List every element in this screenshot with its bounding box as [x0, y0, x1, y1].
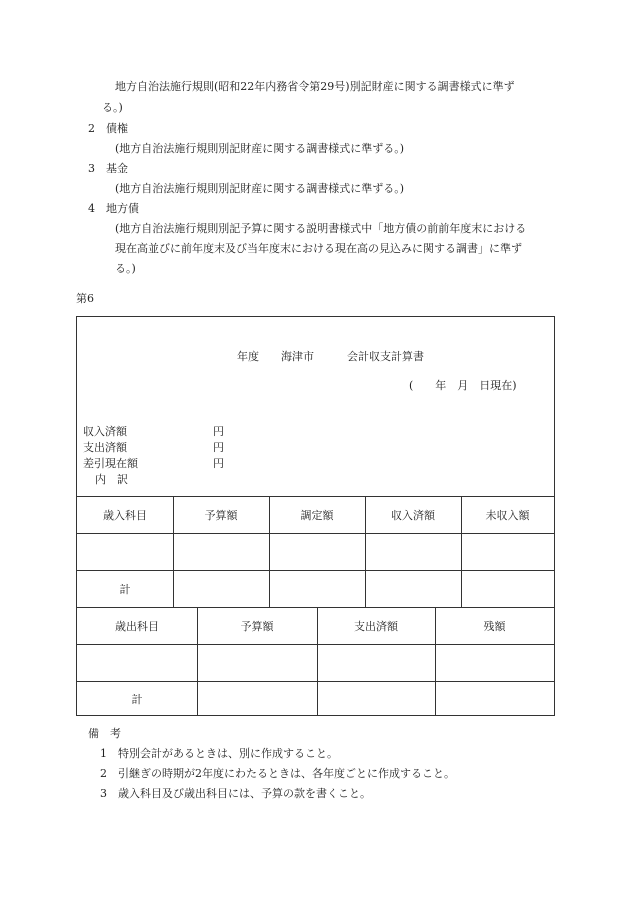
summary-balance-label: 差引現在額 [83, 457, 138, 470]
item-3-text: (地方自治法施行規則別記財産に関する調書様式に準ずる。) [115, 182, 405, 195]
item-3-number: 3 [88, 162, 95, 175]
expense-header-subject: 歳出科目 [115, 620, 159, 633]
summary-paid-unit: 円 [213, 441, 224, 454]
summary-received-unit: 円 [213, 425, 224, 438]
form-date: ( 年 月 日現在) [409, 379, 517, 392]
note-2-text: 引継ぎの時期が2年度にわたるときは、各年度ごとに作成すること。 [118, 767, 455, 780]
revenue-header-subject: 歳入科目 [103, 509, 147, 522]
notes-heading: 備 考 [88, 727, 121, 740]
note-1-text: 特別会計があるときは、別に作成すること。 [118, 747, 338, 760]
item-4-text-1: (地方自治法施行規則別記予算に関する説明書様式中「地方債の前前年度末における [115, 222, 527, 235]
item-4-title: 地方債 [106, 202, 139, 215]
form-title: 年度 海津市 会計収支計算書 [237, 350, 424, 363]
summary-balance-unit: 円 [213, 457, 224, 470]
note-2-number: 2 [100, 767, 107, 780]
expense-header-paid: 支出済額 [354, 620, 398, 633]
item-2-text: (地方自治法施行規則別記財産に関する調書様式に準ずる。) [115, 142, 405, 155]
item-3-title: 基金 [106, 162, 128, 175]
revenue-total-label: 計 [119, 583, 131, 596]
item-4-text-3: る。) [115, 262, 136, 275]
summary-received-label: 収入済額 [83, 425, 127, 438]
note-3-number: 3 [100, 787, 107, 800]
expense-header-remaining: 残額 [483, 620, 506, 633]
expense-total-label: 計 [131, 693, 143, 706]
note-3-text: 歳入科目及び歳出科目には、予算の款を書くこと。 [118, 787, 371, 800]
revenue-header-budget: 予算額 [204, 509, 238, 522]
revenue-header-received: 収入済額 [391, 509, 435, 522]
intro-line-1: 地方自治法施行規則(昭和22年内務省令第29号)別記財産に関する調書様式に準ず [115, 80, 515, 93]
revenue-header-uncollected: 未収入額 [485, 509, 530, 522]
section-label: 第6 [76, 292, 94, 305]
note-1-number: 1 [100, 747, 107, 760]
breakdown-label: 内 訳 [95, 473, 128, 486]
statement-form [76, 316, 555, 716]
item-2-number: 2 [88, 122, 95, 135]
item-4-number: 4 [88, 202, 95, 215]
revenue-header-assessed: 調定額 [300, 509, 334, 522]
intro-line-2: る。) [102, 101, 123, 114]
summary-paid-label: 支出済額 [83, 441, 127, 454]
expense-header-budget: 予算額 [240, 620, 274, 633]
item-2-title: 債権 [106, 122, 128, 135]
item-4-text-2: 現在高並びに前年度末及び当年度末における現在高の見込みに関する調書」に準ず [115, 242, 522, 255]
